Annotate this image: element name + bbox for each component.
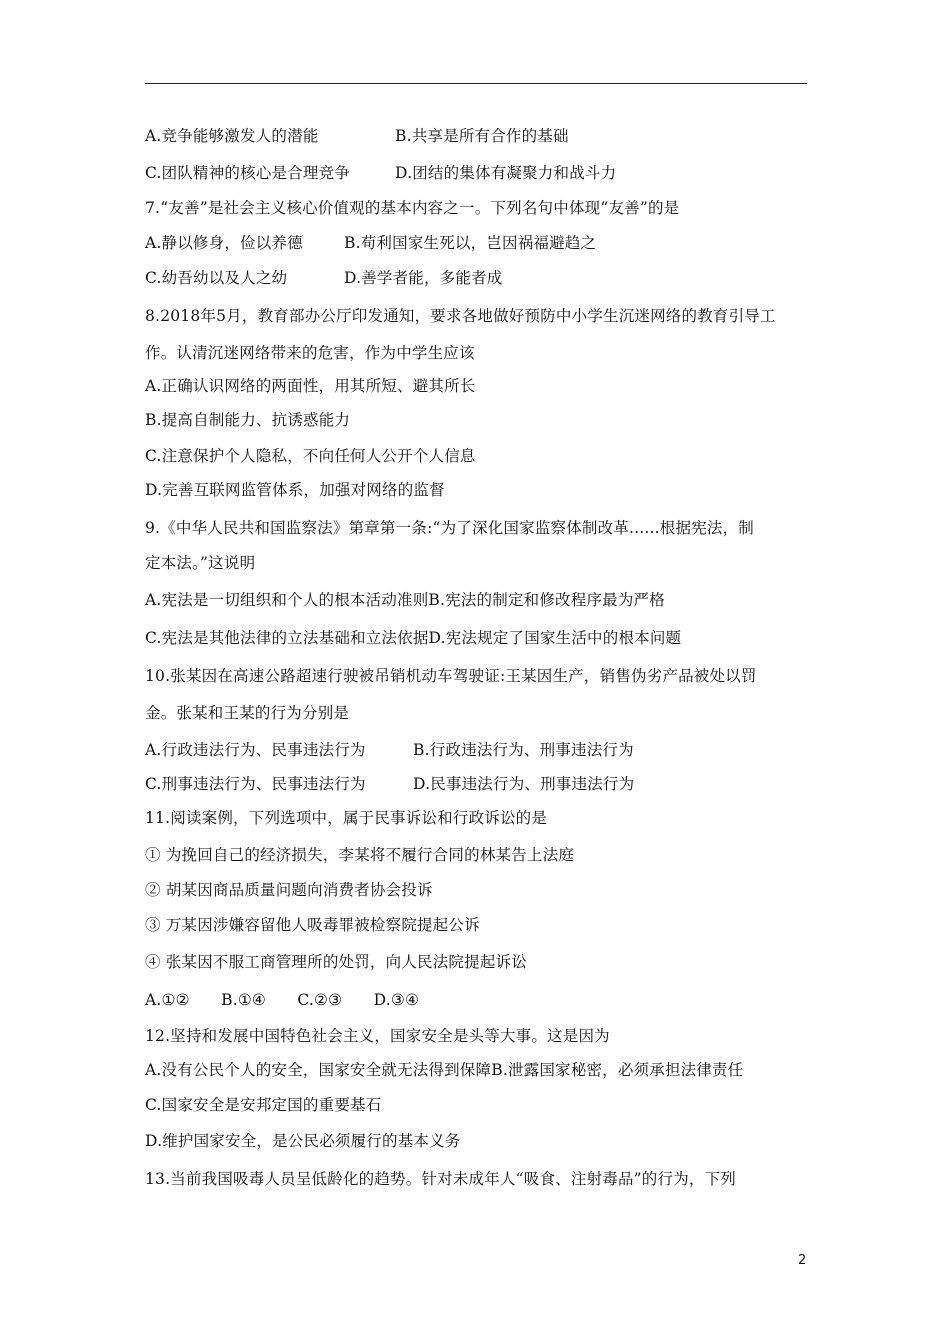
text-line-option: B.苟利国家生死以，岂因祸福避趋之 [344,234,597,252]
text-line: ③ 万某因涉嫌容留他人吸毒罪被检察院提起公诉 [145,916,480,934]
text-line: 10.张某因在高速公路超速行驶被吊销机动车驾驶证:王某因生产，销售伪劣产品被处以罚 [145,667,757,685]
text-line: 定本法。”这说明 [145,554,256,572]
text-line: 7.“友善”是社会主义核心价值观的基本内容之一。下列名句中体现“友善”的是 [145,199,680,217]
text-line-option: B.行政违法行为、刑事违法行为 [413,741,634,759]
text-line: ① 为挽回自己的经济损失，李某将不履行合同的林某告上法庭 [145,846,575,864]
text-line: A.正确认识网络的两面性，用其所短、避其所长 [145,377,476,395]
text-line-option: D.团结的集体有凝聚力和战斗力 [395,164,617,182]
text-line: 12.坚持和发展中国特色社会主义，国家安全是头等大事。这是因为 [145,1027,610,1045]
text-line: 作。认清沉迷网络带来的危害，作为中学生应该 [145,344,475,362]
text-line: 8.2018年5月，教育部办公厅印发通知，要求各地做好预防中小学生沉迷网络的教育引导工 [145,307,776,325]
text-line: A.静以修身，俭以养德 [145,234,303,252]
text-line: C.刑事违法行为、民事违法行为 [145,775,366,793]
text-line-option: D.善学者能，多能者成 [344,269,503,287]
text-line: C.国家安全是安邦定国的重要基石 [145,1096,382,1114]
text-line: 11.阅读案例，下列选项中，属于民事诉讼和行政诉讼的是 [145,809,548,827]
text-line: A.宪法是一切组织和个人的根本活动准则B.宪法的制定和修改程序最为严格 [145,591,665,609]
text-line: ② 胡某因商品质量问题向消费者协会投诉 [145,881,433,899]
text-line: C.团队精神的核心是合理竞争 [145,164,351,182]
text-line: A.①② B.①④ C.②③ D.③④ [145,991,420,1009]
text-line: A.竞争能够激发人的潜能 [145,127,319,145]
text-line: 金。张某和王某的行为分别是 [145,704,350,722]
text-line-option: B.共享是所有合作的基础 [395,127,569,145]
text-line: ④ 张某因不服工商管理所的处罚，向人民法院提起诉讼 [145,953,527,971]
text-line: 9.《中华人民共和国监察法》第章第一条:“为了深化国家监察体制改革......根据宪法，制 [145,519,754,537]
text-line: A.没有公民个人的安全，国家安全就无法得到保障B.泄露国家秘密，必须承担法律责任 [145,1061,744,1079]
text-line: B.提高自制能力、抗诱惑能力 [145,411,351,429]
text-line: A.行政违法行为、民事违法行为 [145,741,366,759]
text-line: C.宪法是其他法律的立法基础和立法依据D.宪法规定了国家生活中的根本问题 [145,629,682,647]
text-line: C.幼吾幼以及人之幼 [145,269,288,287]
text-line: D.维护国家安全，是公民必须履行的基本义务 [145,1132,461,1150]
text-line-option: D.民事违法行为、刑事违法行为 [413,775,635,793]
page-number: 2 [798,1253,807,1268]
header-rule [145,83,807,84]
text-line: C.注意保护个人隐私，不向任何人公开个人信息 [145,447,476,465]
text-line: 13.当前我国吸毒人员呈低龄化的趋势。针对未成年人“吸食、注射毒品”的行为，下列 [145,1170,737,1188]
text-line: D.完善互联网监管体系，加强对网络的监督 [145,481,445,499]
